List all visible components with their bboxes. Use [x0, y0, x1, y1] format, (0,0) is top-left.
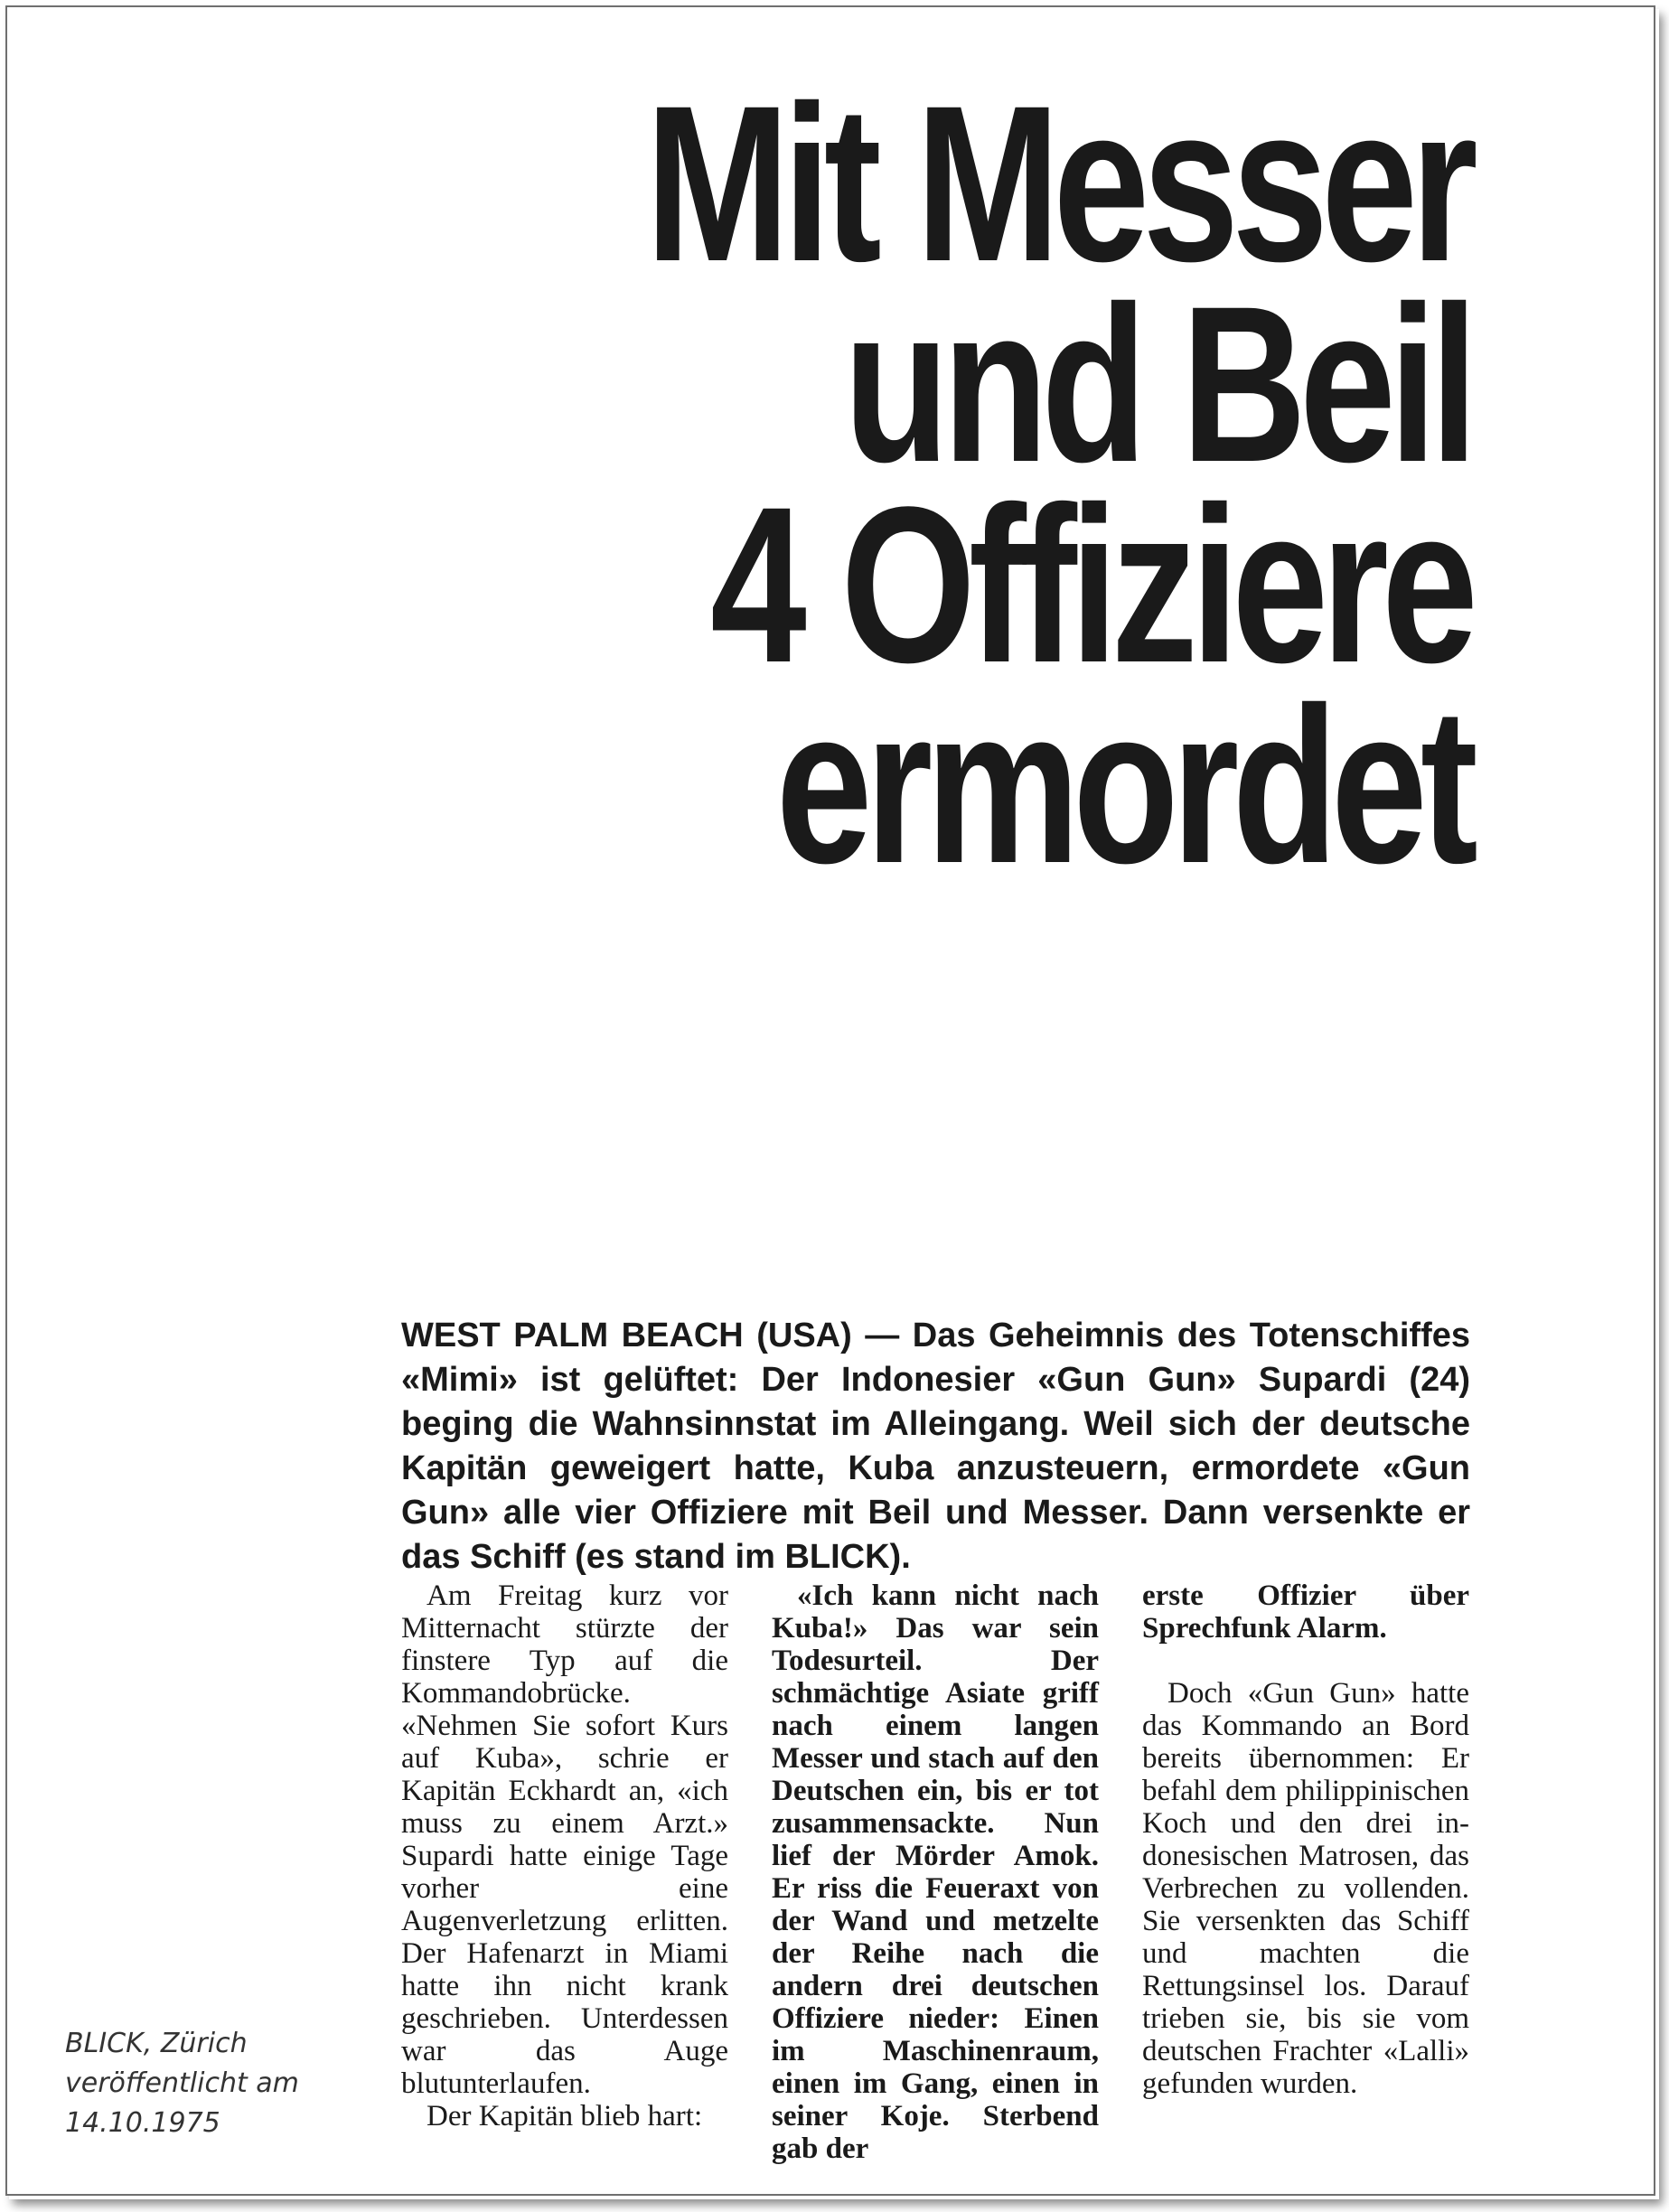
- column-2-paragraph-1: «Ich kann nicht nach Kuba!» Das war sein Todesurteil. Der schmächtige Asiate griff nach einem langen Messer und stach auf den Deutschen ein, bis er tot zusammensackte. Nun lief der Mörder Amok. Er riss die Feueraxt von der Wand und metzelte der Reihe nach die andern drei deutschen Offiziere nieder: Einen im Maschinenraum, einen im Gang, einen in seiner Koje. Sterbend gab der: [772, 1579, 1099, 2165]
- article-body: [401, 1579, 1470, 2165]
- headline-line-3: 4 Offiziere: [710, 461, 1471, 709]
- caption-publication: BLICK, Zürich: [65, 2028, 248, 2059]
- article-column-2: [772, 1579, 1099, 2165]
- headline-line-2: und Beil: [843, 260, 1471, 509]
- column-3-paragraph-2: Doch «Gun Gun» hatte das Kommando an Bord bereits übernommen: Er befahl dem philippinischen Koch und den drei indonesischen Matrosen, das Verbrechen zu vollenden. Sie versenkten das Schiff und machten die Rettungsinsel los. Darauf trieben sie, bis sie vom deutschen Frachter «Lalli» gefunden wurden.: [1142, 1677, 1469, 2100]
- column-3-paragraph-1: erste Offizier über Sprechfunk Alarm.: [1142, 1579, 1469, 1645]
- article-column-3: [1142, 1579, 1469, 2100]
- lead-paragraph: WEST PALM BEACH (USA) — Das Geheimnis des Totenschiffes «Mimi» ist gelüftet: Der Indonesier «Gun Gun» Supardi (24) beging die Wahnsinnstat im Alleingang. Weil sich der deutsche Kapitän geweigert hatte, Kuba anzusteuern, ermordete «Gun Gun» alle vier Offiziere mit Beil und Messer. Dann versenkte er das Schiff (es stand im BLICK).: [401, 1317, 1470, 1576]
- headline-line-1: Mit Messer: [645, 60, 1471, 308]
- headline-line-4: ermordet: [775, 661, 1471, 910]
- column-1-paragraph-2: Der Kapitän blieb hart:: [427, 2100, 703, 2132]
- headline: [188, 60, 1471, 910]
- source-caption: [65, 2024, 354, 2143]
- caption-published-label: veröffentlicht am: [65, 2067, 299, 2099]
- caption-date: 14.10.1975: [65, 2107, 220, 2139]
- clipping-frame: [5, 5, 1655, 2196]
- column-1-paragraph-1: Am Freitag kurz vor Mitternacht stürzte der finstere Typ auf die Kommandobrücke. «Nehmen Sie sofort Kurs auf Kuba», schrie er Kapitän Eckhardt an, «ich muss zu einem Arzt.» Supardi hatte einige Tage vorher eine Augenverletzung erlitten. Der Hafenarzt in Miami hatte ihn nicht krank geschrieben. Unterdessen war das Auge blutunterlaufen.: [401, 1579, 728, 2100]
- article-column-1: [401, 1579, 728, 2132]
